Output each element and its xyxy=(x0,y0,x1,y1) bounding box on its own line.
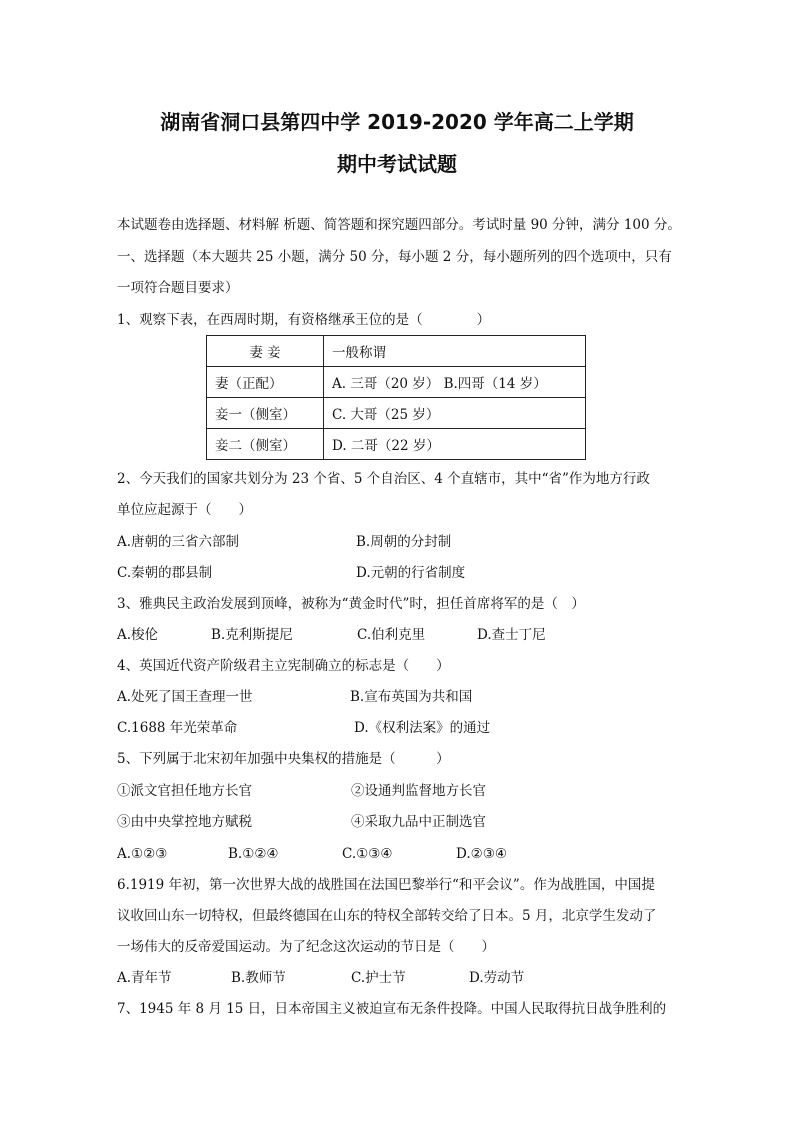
table-row xyxy=(207,336,586,367)
table-row xyxy=(207,429,586,460)
q4-option-c: C.1688 年光荣革命 xyxy=(117,720,238,736)
q3-option-c: C.伯利克里 xyxy=(357,627,426,643)
q5-item-4: ④采取九品中正制选官 xyxy=(351,814,486,830)
exam-title-line2: 期中考试试题 xyxy=(337,152,457,176)
table-header-cell: 一般称谓 xyxy=(324,336,586,367)
table-cell: D. 二哥（22 岁） xyxy=(324,429,586,460)
q6-option-a: A.青年节 xyxy=(117,970,172,986)
q2-stem-line1: 2、今天我们的国家共划分为 23 个省、5 个自治区、4 个直辖市，其中“省”作为地方行政 xyxy=(117,471,650,487)
q3-stem: 3、雅典民主政治发展到顶峰，被称为“黄金时代”时，担任首席将军的是（ ） xyxy=(117,596,585,612)
q2-option-a: A.唐朝的三省六部制 xyxy=(117,534,240,550)
table-row xyxy=(207,398,586,429)
q5-item-2: ②设通判监督地方长官 xyxy=(351,783,486,799)
q2-stem-line2: 单位应起源于（ ） xyxy=(117,502,252,518)
exam-intro: 本试题卷由选择题、材料解 析题、简答题和探究题四部分。考试时量 90 分钟，满分 100 分。 xyxy=(117,217,681,233)
q1-stem: 1、观察下表，在西周时期，有资格继承王位的是（ ） xyxy=(117,312,491,328)
q5-item-3: ③由中央掌控地方赋税 xyxy=(117,814,252,830)
q4-option-a: A.处死了国王查理一世 xyxy=(117,689,253,705)
q5-option-d: D.②③④ xyxy=(456,846,507,862)
q1-table xyxy=(206,335,586,460)
q4-stem: 4、英国近代资产阶级君主立宪制确立的标志是（ ） xyxy=(117,658,450,674)
q5-item-1: ①派文官担任地方长官 xyxy=(117,783,252,799)
q6-stem-line3: 一场伟大的反帝爱国运动。为了纪念这次运动的节日是（ ） xyxy=(117,939,495,955)
q4-option-b: B.宣布英国为共和国 xyxy=(350,689,473,705)
table-header-cell: 妻 妾 xyxy=(207,336,324,367)
table-cell: 妾二（侧室） xyxy=(207,429,324,460)
q6-option-d: D.劳动节 xyxy=(469,970,525,986)
table-cell: 妾一（侧室） xyxy=(207,398,324,429)
q5-stem: 5、下列属于北宋初年加强中央集权的措施是（ ） xyxy=(117,751,450,767)
q3-option-d: D.查士丁尼 xyxy=(477,627,546,643)
q6-stem-line1: 6.1919 年初，第一次世界大战的战胜国在法国巴黎举行“和平会议”。作为战胜国，中国提 xyxy=(117,877,655,893)
table-cell: 妻（正配） xyxy=(207,367,324,398)
q5-option-a: A.①②③ xyxy=(117,846,168,862)
q5-option-b: B.①②④ xyxy=(228,846,279,862)
q6-option-b: B.教师节 xyxy=(231,970,286,986)
q4-option-d: D.《权利法案》的通过 xyxy=(354,720,491,736)
exam-title-line1: 湖南省洞口县第四中学 2019-2020 学年高二上学期 xyxy=(160,110,634,134)
q6-option-c: C.护士节 xyxy=(351,970,406,986)
section-heading-line1: 一、选择题（本大题共 25 小题，满分 50 分，每小题 2 分，每小题所列的四个选项中，只有 xyxy=(117,249,672,265)
table-cell: A. 三哥（20 岁） B.四哥（14 岁） xyxy=(324,367,586,398)
q2-option-c: C.秦朝的郡县制 xyxy=(117,565,213,581)
q5-option-c: C.①③④ xyxy=(342,846,393,862)
q3-option-b: B.克利斯提尼 xyxy=(211,627,293,643)
table-row xyxy=(207,367,586,398)
table-cell: C. 大哥（25 岁） xyxy=(324,398,586,429)
section-heading-line2: 一项符合题目要求） xyxy=(117,280,239,296)
q2-option-d: D.元朝的行省制度 xyxy=(356,565,466,581)
q7-stem-line1: 7、1945 年 8 月 15 日，日本帝国主义被迫宣布无条件投降。中国人民取得抗日战争胜利的 xyxy=(117,1001,667,1017)
q2-option-b: B.周朝的分封制 xyxy=(356,534,452,550)
q3-option-a: A.梭伦 xyxy=(117,627,159,643)
q6-stem-line2: 议收回山东一切特权，但最终德国在山东的特权全部转交给了日本。5 月，北京学生发动了 xyxy=(117,908,657,924)
